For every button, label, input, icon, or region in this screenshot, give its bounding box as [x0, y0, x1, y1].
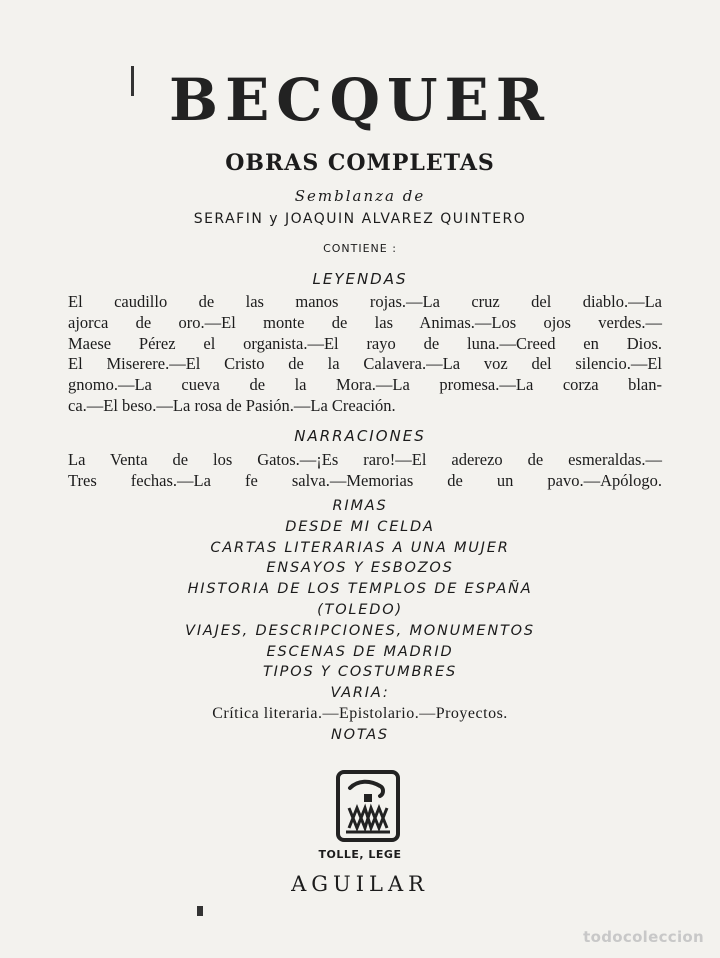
publisher-name: AGUILAR — [291, 872, 429, 896]
narraciones-line: La Venta de los Gatos.—¡Es raro!—El aderezo de esmeraldas.— — [68, 450, 662, 469]
semblanza-authors: SERAFIN y JOAQUIN ALVAREZ QUINTERO — [193, 211, 527, 227]
book-author-title: BECQUER — [169, 66, 551, 134]
leyendas-line: ajorca de oro.—El monte de las Animas.—Los ojos verdes.— — [68, 312, 662, 332]
section-ensayos-esbozos: ENSAYOS Y ESBOZOS — [266, 560, 454, 577]
semblanza-label: Semblanza de — [294, 187, 426, 205]
section-varia: VARIA: — [330, 685, 390, 702]
section-escenas-madrid: ESCENAS DE MADRID — [266, 643, 454, 660]
leyendas-line: Maese Pérez el organista.—El rayo de luna.—Creed en Dios. — [68, 333, 662, 353]
narraciones-line: Tres fechas.—La fe salva.—Memorias de un pavo.—Apólogo. — [68, 470, 662, 490]
section-toledo: (TOLEDO) — [317, 601, 403, 618]
leyendas-line: El Miserere.—El Cristo de la Calavera.—La voz del silencio.—El — [68, 354, 662, 374]
leyendas-line: gnomo.—La cueva de la Mora.—La promesa.—La corza blan- — [68, 375, 662, 395]
ink-speck — [131, 66, 134, 96]
narraciones-heading: NARRACIONES — [294, 427, 426, 445]
narraciones-list — [68, 450, 662, 492]
sections-list — [0, 496, 720, 746]
publisher-motto: TOLLE, LEGE — [318, 848, 402, 861]
leyendas-line: El caudillo de las manos rojas.—La cruz del diablo.—La — [68, 292, 662, 311]
section-desde-mi-celda: DESDE MI CELDA — [285, 518, 435, 535]
section-viajes: VIAJES, DESCRIPCIONES, MONUMENTOS — [185, 622, 535, 639]
section-rimas: RIMAS — [332, 498, 388, 514]
leyendas-list — [68, 292, 662, 417]
section-historia-templos: HISTORIA DE LOS TEMPLOS DE ESPAÑA — [187, 581, 533, 598]
aguilar-logo-mark — [340, 774, 396, 838]
ink-speck — [197, 906, 203, 916]
watermark: todocoleccion — [583, 928, 704, 946]
section-varia-contents: Crítica literaria.—Epistolario.—Proyectos. — [212, 704, 508, 722]
section-notas: NOTAS — [331, 726, 389, 743]
leyendas-line: ca.—El beso.—La rosa de Pasión.—La Creación. — [68, 395, 396, 415]
contents-label: CONTIENE : — [323, 242, 397, 255]
section-tipos-costumbres: TIPOS Y COSTUMBRES — [262, 664, 458, 681]
section-cartas-literarias: CARTAS LITERARIAS A UNA MUJER — [210, 539, 510, 556]
book-subtitle: OBRAS COMPLETAS — [225, 150, 495, 176]
aguilar-logo-icon — [336, 770, 400, 842]
leyendas-heading: LEYENDAS — [312, 270, 408, 288]
